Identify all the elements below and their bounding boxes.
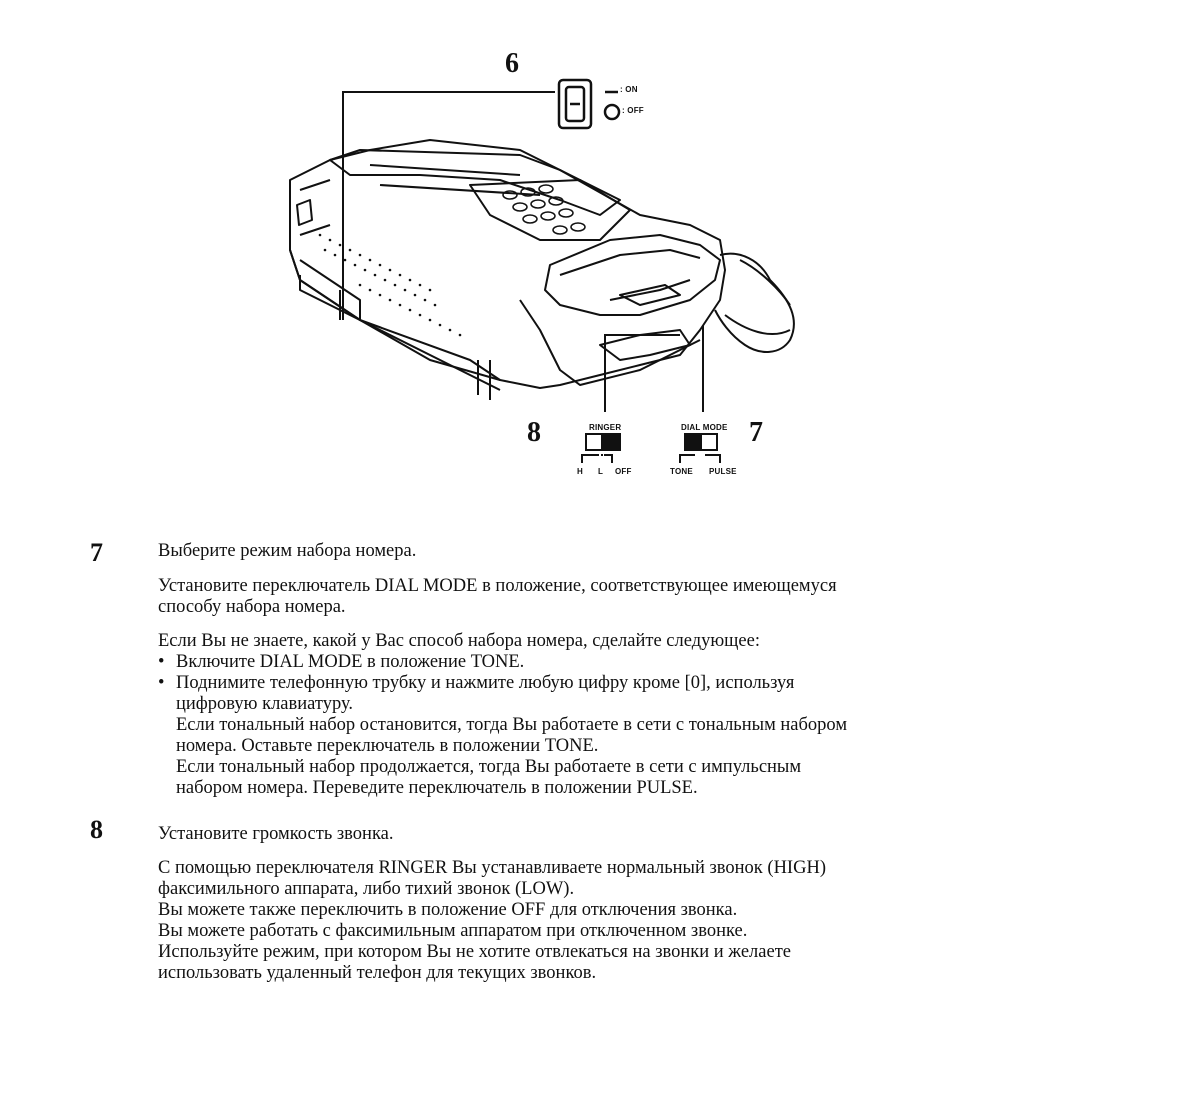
callout-8: 8 bbox=[527, 417, 541, 448]
callout-7: 7 bbox=[749, 417, 763, 448]
callout-6: 6 bbox=[505, 48, 519, 79]
ringer-switch-label: RINGER bbox=[589, 423, 622, 432]
text-line: способу набора номера. bbox=[158, 597, 346, 617]
text-line: Установите переключатель DIAL MODE в положение, соответствующее имеющемуся bbox=[158, 576, 837, 596]
dial-mode-pos-tone: TONE bbox=[670, 467, 693, 476]
text-line: • Поднимите телефонную трубку и нажмите любую цифру кроме [0], используя bbox=[176, 673, 795, 693]
dial-mode-pos-pulse: PULSE bbox=[709, 467, 737, 476]
text-line: С помощью переключателя RINGER Вы устанавливаете нормальный звонок (HIGH) bbox=[158, 858, 826, 878]
text-line: Используйте режим, при котором Вы не хотите отвлекаться на звонки и желаете bbox=[158, 942, 792, 962]
step-number: 7 bbox=[90, 538, 103, 567]
bullet-list bbox=[158, 652, 1038, 799]
fax-machine-illustration bbox=[0, 0, 1199, 500]
text-line: номера. Оставьте переключатель в положении TONE. bbox=[176, 736, 599, 756]
list-item bbox=[158, 673, 1038, 799]
dial-mode-switch-label: DIAL MODE bbox=[681, 423, 728, 432]
step-paragraph: Если Вы не знаете, какой у Вас способ набора номера, сделайте следующее: bbox=[158, 631, 760, 651]
text-line: Вы можете также переключить в положение OFF для отключения звонка. bbox=[158, 900, 738, 920]
text-line: Если тональный набор продолжается, тогда Вы работаете в сети с импульсным bbox=[176, 757, 802, 777]
text-line: цифровую клавиатуру. bbox=[176, 694, 354, 714]
step-paragraph bbox=[158, 858, 1038, 984]
list-item bbox=[158, 652, 1038, 673]
power-on-label: : ON bbox=[620, 85, 638, 94]
power-off-label: : OFF bbox=[622, 106, 644, 115]
ringer-pos-h: H bbox=[577, 467, 583, 476]
ringer-pos-l: L bbox=[598, 467, 604, 476]
text-line: Включите DIAL MODE в положение TONE. bbox=[176, 652, 525, 672]
text-line: набором номера. Переведите переключатель в положении PULSE. bbox=[176, 778, 698, 798]
text-line: использовать удаленный телефон для текущих звонков. bbox=[158, 963, 597, 983]
text-line: факсимильного аппарата, либо тихий звонок (LOW). bbox=[158, 879, 575, 899]
step-number: 8 bbox=[90, 815, 103, 844]
text-line: Если тональный набор остановится, тогда Вы работаете в сети с тональным набором bbox=[176, 715, 848, 735]
ringer-pos-off: OFF bbox=[615, 467, 632, 476]
step-title: Установите громкость звонка. bbox=[158, 824, 394, 844]
step-title: Выберите режим набора номера. bbox=[158, 541, 417, 561]
step-paragraph bbox=[158, 576, 1038, 618]
text-line: Вы можете работать с факсимильным аппаратом при отключенном звонке. bbox=[158, 921, 748, 941]
